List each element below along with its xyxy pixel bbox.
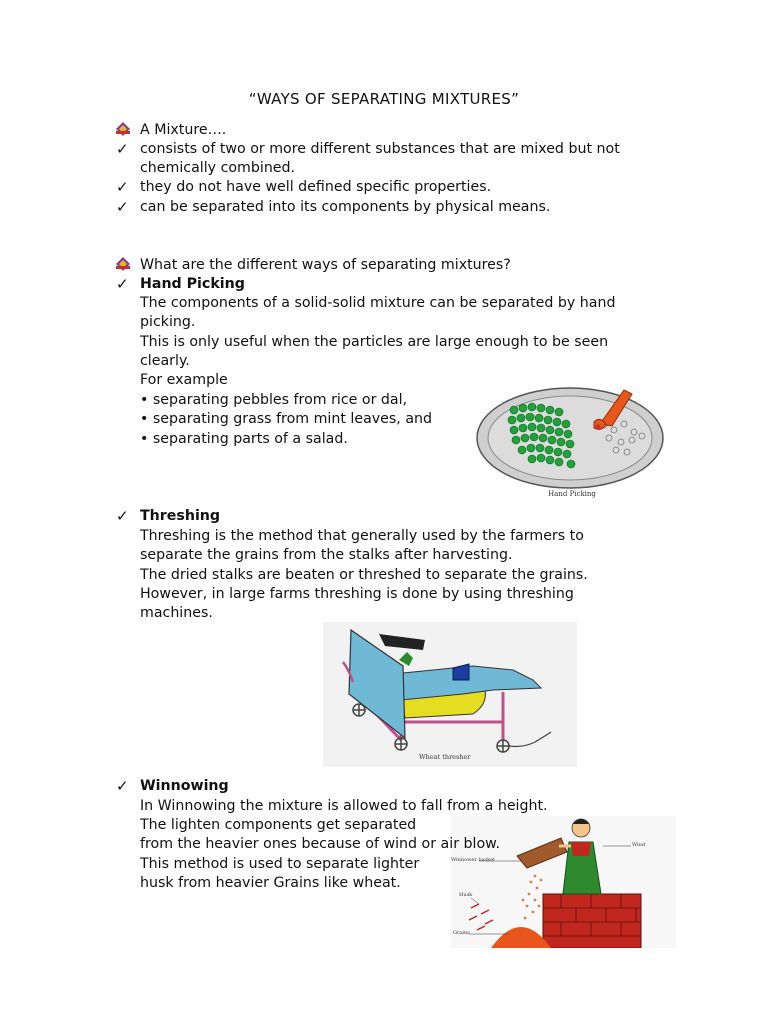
check-icon: ✓	[116, 275, 129, 293]
winnowing-line: The lighten components get separated	[140, 817, 417, 833]
check-icon: ✓	[116, 198, 129, 216]
thresher-figure	[323, 622, 577, 767]
figure-caption: Hand Picking	[548, 490, 596, 498]
page-title: “WAYS OF SEPARATING MIXTURES”	[248, 90, 520, 108]
mixture-heading: A Mixture….	[140, 122, 227, 138]
threshing-line: The dried stalks are beaten or threshed to separate the grains.	[140, 567, 588, 583]
threshing-line: machines.	[140, 605, 213, 621]
hand-picking-figure	[474, 380, 670, 504]
hand-picking-line: clearly.	[140, 353, 190, 369]
check-icon: ✓	[116, 140, 129, 158]
check-icon: ✓	[116, 777, 129, 795]
diamond-bullet-icon	[116, 257, 130, 271]
hand-picking-line: • separating parts of a salad.	[140, 431, 348, 447]
figure-caption: Wheat thresher	[419, 753, 471, 761]
figure-label: Grains	[453, 930, 470, 936]
hand-picking-line: For example	[140, 372, 228, 388]
check-icon: ✓	[116, 507, 129, 525]
winnowing-line: In Winnowing the mixture is allowed to fall from a height.	[140, 798, 548, 814]
hand-picking-line: • separating pebbles from rice or dal,	[140, 392, 408, 408]
winnowing-line: husk from heavier Grains like wheat.	[140, 875, 401, 891]
list-item: consists of two or more different substances that are mixed but not	[140, 141, 620, 157]
list-item: they do not have well defined specific properties.	[140, 179, 492, 195]
figure-label: Husk	[459, 892, 473, 898]
figure-label: Winnower basket	[451, 857, 496, 863]
ways-heading: What are the different ways of separating mixtures?	[140, 257, 511, 273]
threshing-line: separate the grains from the stalks after harvesting.	[140, 547, 513, 563]
hand-picking-line: • separating grass from mint leaves, and	[140, 411, 433, 427]
winnowing-heading: Winnowing	[140, 778, 229, 794]
hand-picking-line: picking.	[140, 314, 196, 330]
figure-label: Wind	[632, 842, 646, 848]
hand-picking-line: The components of a solid-solid mixture can be separated by hand	[140, 295, 616, 311]
threshing-line: However, in large farms threshing is done by using threshing	[140, 586, 574, 602]
diamond-bullet-icon	[116, 122, 130, 136]
hand-picking-heading: Hand Picking	[140, 276, 245, 292]
threshing-heading: Threshing	[140, 508, 221, 524]
list-item: chemically combined.	[140, 160, 296, 176]
list-item: can be separated into its components by physical means.	[140, 199, 551, 215]
winnowing-line: from the heavier ones because of wind or air blow.	[140, 836, 500, 852]
hand-picking-line: This is only useful when the particles are large enough to be seen	[140, 334, 609, 350]
check-icon: ✓	[116, 178, 129, 196]
winnowing-line: This method is used to separate lighter	[140, 856, 420, 872]
threshing-line: Threshing is the method that generally used by the farmers to	[140, 528, 584, 544]
